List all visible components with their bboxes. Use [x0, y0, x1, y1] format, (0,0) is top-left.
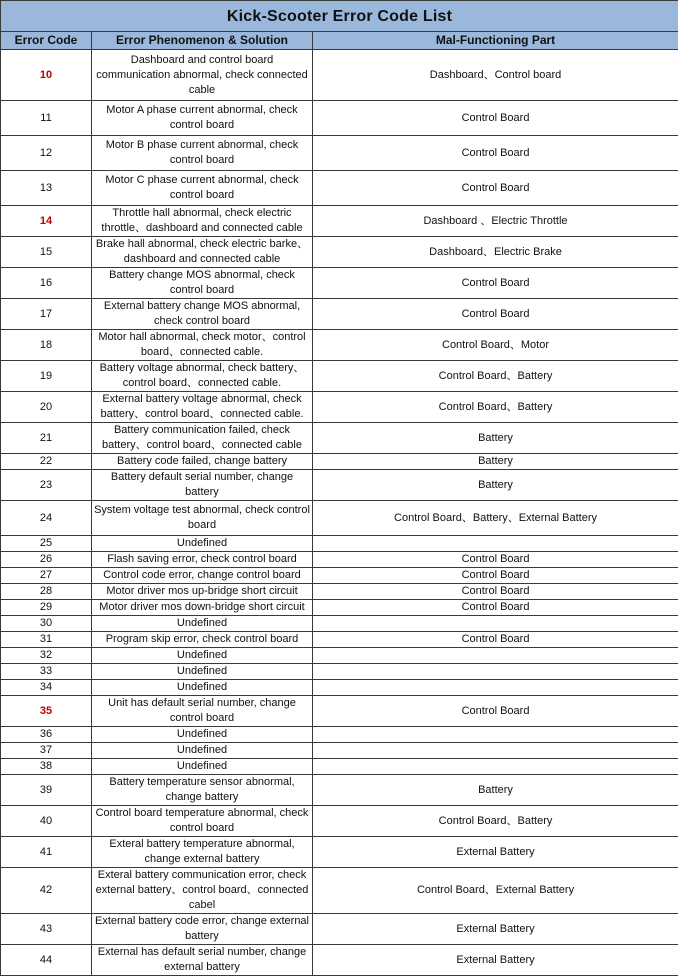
error-code-cell: 33	[1, 664, 92, 680]
table-row	[1, 696, 678, 727]
table-row	[1, 136, 678, 171]
error-code-cell: 20	[1, 392, 92, 423]
phenomenon-cell: External has default serial number, change external battery	[92, 945, 313, 976]
error-code-cell: 42	[1, 868, 92, 914]
error-code-cell: 43	[1, 914, 92, 945]
phenomenon-cell: Motor hall abnormal, check motor、control board、connected cable.	[92, 330, 313, 361]
phenomenon-cell: Undefined	[92, 648, 313, 664]
part-cell: Battery	[313, 775, 678, 806]
table-row	[1, 206, 678, 237]
part-cell: Control Board、External Battery	[313, 868, 678, 914]
table-row	[1, 680, 678, 696]
part-cell: Dashboard、Control board	[313, 50, 678, 101]
error-code-cell: 10	[1, 50, 92, 101]
table-row	[1, 914, 678, 945]
phenomenon-cell: Exteral battery communication error, check external battery、control board、connected cabel	[92, 868, 313, 914]
error-code-cell: 30	[1, 616, 92, 632]
table-row	[1, 423, 678, 454]
error-code-cell: 32	[1, 648, 92, 664]
table-row	[1, 237, 678, 268]
part-cell: Dashboard、Electric Brake	[313, 237, 678, 268]
part-cell: Control Board	[313, 171, 678, 206]
header-part: Mal-Functioning Part	[313, 32, 678, 50]
phenomenon-cell: Brake hall abnormal, check electric barke、dashboard and connected cable	[92, 237, 313, 268]
phenomenon-cell: Undefined	[92, 536, 313, 552]
phenomenon-cell: Undefined	[92, 759, 313, 775]
table-row	[1, 268, 678, 299]
part-cell: Control Board、Battery	[313, 392, 678, 423]
error-code-cell: 18	[1, 330, 92, 361]
error-code-cell: 35	[1, 696, 92, 727]
part-cell	[313, 616, 678, 632]
error-code-cell: 25	[1, 536, 92, 552]
part-cell: Control Board、Battery、External Battery	[313, 501, 678, 536]
error-code-cell: 19	[1, 361, 92, 392]
table-row	[1, 837, 678, 868]
part-cell: Control Board、Motor	[313, 330, 678, 361]
part-cell	[313, 743, 678, 759]
table-row	[1, 945, 678, 976]
table-row	[1, 632, 678, 648]
table-row	[1, 600, 678, 616]
part-cell: Control Board	[313, 136, 678, 171]
table-row	[1, 806, 678, 837]
error-code-cell: 40	[1, 806, 92, 837]
error-code-cell: 22	[1, 454, 92, 470]
table-row	[1, 759, 678, 775]
error-code-cell: 37	[1, 743, 92, 759]
part-cell	[313, 727, 678, 743]
error-code-cell: 16	[1, 268, 92, 299]
phenomenon-cell: Exteral battery temperature abnormal, change external battery	[92, 837, 313, 868]
header-error-code: Error Code	[1, 32, 92, 50]
table-row	[1, 470, 678, 501]
table-row	[1, 868, 678, 914]
part-cell: Control Board	[313, 552, 678, 568]
error-code-cell: 29	[1, 600, 92, 616]
part-cell: Control Board	[313, 632, 678, 648]
phenomenon-cell: Unit has default serial number, change control board	[92, 696, 313, 727]
header-row	[1, 32, 678, 50]
error-code-cell: 31	[1, 632, 92, 648]
phenomenon-cell: Dashboard and control board communication abnormal, check connected cable	[92, 50, 313, 101]
table-row	[1, 392, 678, 423]
phenomenon-cell: Battery temperature sensor abnormal, change battery	[92, 775, 313, 806]
error-code-cell: 26	[1, 552, 92, 568]
part-cell: Control Board	[313, 600, 678, 616]
phenomenon-cell: Throttle hall abnormal, check electric throttle、dashboard and connected cable	[92, 206, 313, 237]
part-cell: Battery	[313, 423, 678, 454]
error-code-cell: 38	[1, 759, 92, 775]
error-code-cell: 14	[1, 206, 92, 237]
header-phenomenon: Error Phenomenon & Solution	[92, 32, 313, 50]
part-cell: Control Board	[313, 101, 678, 136]
table-row	[1, 664, 678, 680]
phenomenon-cell: Undefined	[92, 664, 313, 680]
phenomenon-cell: Battery change MOS abnormal, check control board	[92, 268, 313, 299]
error-code-cell: 44	[1, 945, 92, 976]
phenomenon-cell: Control board temperature abnormal, check control board	[92, 806, 313, 837]
table-body	[1, 50, 678, 976]
table-row	[1, 361, 678, 392]
phenomenon-cell: Motor C phase current abnormal, check control board	[92, 171, 313, 206]
phenomenon-cell: Motor B phase current abnormal, check control board	[92, 136, 313, 171]
phenomenon-cell: External battery code error, change external battery	[92, 914, 313, 945]
error-code-cell: 24	[1, 501, 92, 536]
part-cell: External Battery	[313, 837, 678, 868]
table-row	[1, 727, 678, 743]
table-row	[1, 552, 678, 568]
error-code-cell: 36	[1, 727, 92, 743]
phenomenon-cell: Battery communication failed, check battery、control board、connected cable	[92, 423, 313, 454]
error-code-cell: 12	[1, 136, 92, 171]
part-cell: Control Board	[313, 299, 678, 330]
part-cell: Control Board、Battery	[313, 806, 678, 837]
table-row	[1, 101, 678, 136]
table-title: Kick-Scooter Error Code List	[1, 1, 678, 32]
table-row	[1, 501, 678, 536]
phenomenon-cell: Motor A phase current abnormal, check control board	[92, 101, 313, 136]
phenomenon-cell: Undefined	[92, 727, 313, 743]
phenomenon-cell: Battery default serial number, change battery	[92, 470, 313, 501]
table-row	[1, 584, 678, 600]
table-row	[1, 616, 678, 632]
phenomenon-cell: Control code error, change control board	[92, 568, 313, 584]
error-code-cell: 13	[1, 171, 92, 206]
error-code-cell: 21	[1, 423, 92, 454]
phenomenon-cell: Battery code failed, change battery	[92, 454, 313, 470]
table-row	[1, 568, 678, 584]
error-code-cell: 23	[1, 470, 92, 501]
error-code-cell: 34	[1, 680, 92, 696]
part-cell: Battery	[313, 454, 678, 470]
phenomenon-cell: System voltage test abnormal, check control board	[92, 501, 313, 536]
table-row	[1, 536, 678, 552]
table-row	[1, 330, 678, 361]
phenomenon-cell: Undefined	[92, 743, 313, 759]
part-cell: Dashboard 、Electric Throttle	[313, 206, 678, 237]
error-code-cell: 27	[1, 568, 92, 584]
table-row	[1, 50, 678, 101]
part-cell: Control Board	[313, 568, 678, 584]
part-cell: External Battery	[313, 945, 678, 976]
table-row	[1, 648, 678, 664]
part-cell	[313, 680, 678, 696]
table-row	[1, 299, 678, 330]
title-row	[1, 1, 678, 32]
error-code-cell: 39	[1, 775, 92, 806]
part-cell	[313, 536, 678, 552]
table-row	[1, 775, 678, 806]
phenomenon-cell: Battery voltage abnormal, check battery、control board、connected cable.	[92, 361, 313, 392]
phenomenon-cell: External battery voltage abnormal, check battery、control board、connected cable.	[92, 392, 313, 423]
part-cell: Control Board	[313, 696, 678, 727]
phenomenon-cell: Undefined	[92, 616, 313, 632]
part-cell: Control Board	[313, 584, 678, 600]
phenomenon-cell: Program skip error, check control board	[92, 632, 313, 648]
error-code-cell: 15	[1, 237, 92, 268]
table-row	[1, 171, 678, 206]
part-cell: Battery	[313, 470, 678, 501]
part-cell	[313, 664, 678, 680]
phenomenon-cell: Motor driver mos up-bridge short circuit	[92, 584, 313, 600]
part-cell: Control Board	[313, 268, 678, 299]
phenomenon-cell: External battery change MOS abnormal, check control board	[92, 299, 313, 330]
error-code-cell: 28	[1, 584, 92, 600]
phenomenon-cell: Motor driver mos down-bridge short circuit	[92, 600, 313, 616]
part-cell: Control Board、Battery	[313, 361, 678, 392]
error-code-cell: 41	[1, 837, 92, 868]
error-code-cell: 11	[1, 101, 92, 136]
phenomenon-cell: Flash saving error, check control board	[92, 552, 313, 568]
part-cell	[313, 648, 678, 664]
part-cell	[313, 759, 678, 775]
table-row	[1, 743, 678, 759]
phenomenon-cell: Undefined	[92, 680, 313, 696]
part-cell: External Battery	[313, 914, 678, 945]
table-row	[1, 454, 678, 470]
error-code-cell: 17	[1, 299, 92, 330]
